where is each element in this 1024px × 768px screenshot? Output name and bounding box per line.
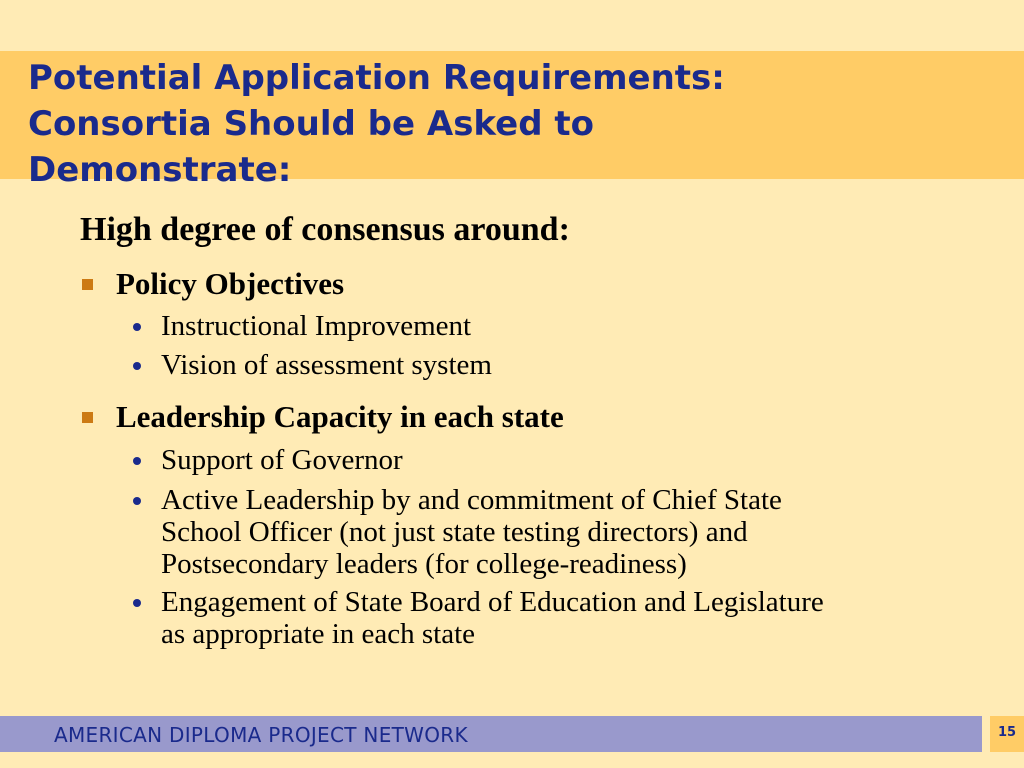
title-line: Demonstrate: xyxy=(28,150,292,190)
sub-bullet-text: Instructional Improvement xyxy=(161,310,472,342)
round-bullet-icon xyxy=(133,599,141,607)
footer-org-name: AMERICAN DIPLOMA PROJECT NETWORK xyxy=(54,723,468,747)
sub-bullet-text: Vision of assessment system xyxy=(161,349,492,381)
slide-body xyxy=(80,208,980,650)
sub-bullet-text: Engagement of State Board of Education and Legislature xyxy=(161,586,824,618)
sub-bullet-text: Postsecondary leaders (for college-readiness) xyxy=(161,548,687,580)
bullet-heading: Policy Objectives xyxy=(116,266,345,301)
sub-bullet-text: Support of Governor xyxy=(161,444,403,476)
round-bullet-icon xyxy=(133,457,141,465)
sub-bullet-text: Active Leadership by and commitment of Chief State xyxy=(161,484,782,516)
page-number: 15 xyxy=(997,725,1017,740)
title-line: Consortia Should be Asked to xyxy=(28,104,594,144)
round-bullet-icon xyxy=(133,362,141,370)
lead-text: High degree of consensus around: xyxy=(80,211,570,248)
sub-bullet-text: as appropriate in each state xyxy=(161,618,476,650)
bullet-heading: Leadership Capacity in each state xyxy=(116,399,564,434)
slide-title xyxy=(28,55,968,193)
round-bullet-icon xyxy=(133,497,141,505)
sub-bullet-text: School Officer (not just state testing directors) and xyxy=(161,516,748,548)
square-bullet-icon xyxy=(82,412,93,423)
title-line: Potential Application Requirements: xyxy=(28,58,725,98)
square-bullet-icon xyxy=(82,279,93,290)
round-bullet-icon xyxy=(133,323,141,331)
